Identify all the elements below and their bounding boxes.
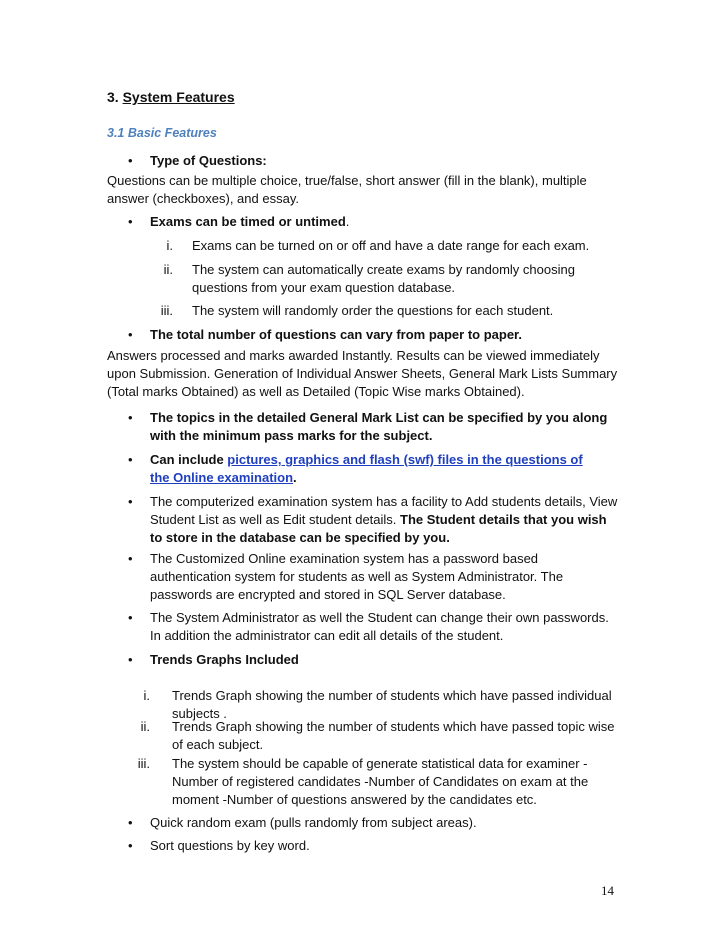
- list-number: i.: [143, 688, 150, 703]
- bullet-icon: •: [128, 610, 133, 625]
- customized-bullet: The Customized Online examination system has a password based authentication system for students as well as System Administrator. The passwords are encrypted and stored in SQL Server database.: [150, 551, 564, 602]
- type-questions-paragraph: Questions can be multiple choice, true/false, short answer (fill in the blank), multiple answer (checkboxes), and essay.: [107, 173, 587, 206]
- trends-bullet: Trends Graphs Included: [150, 652, 299, 667]
- list-item: The system can automatically create exams by randomly choosing questions from your exam question database.: [192, 262, 575, 295]
- computerized-bold-text: The Student details that you wish to store in the database can be specified by you.: [150, 512, 607, 545]
- list-number: ii.: [140, 719, 150, 734]
- bullet-icon: •: [128, 551, 133, 566]
- include-bullet: [150, 451, 590, 487]
- list-item: Quick random exam (pulls randomly from subject areas).: [150, 815, 477, 830]
- bullet-icon: •: [128, 815, 133, 830]
- list-item: Trends Graph showing the number of students which have passed individual subjects .: [172, 688, 612, 721]
- total-number-paragraph: Answers processed and marks awarded Instantly. Results can be viewed immediately upon Submission. Generation of Individual Answer Sheets, General Mark Lists Summary (Total marks Obtained) as well as Detailed (Topic Wise marks Obtained).: [107, 348, 618, 399]
- list-item: Exams can be turned on or off and have a date range for each exam.: [192, 238, 590, 253]
- topics-bullet: The topics in the detailed General Mark List can be specified by you along with the minimum pass marks for the subject.: [150, 410, 608, 443]
- include-suffix: .: [293, 470, 297, 485]
- list-item: The system should be capable of generate statistical data for examiner -Number of registered candidates -Number of Candidates on exam at the moment -Number of questions answered by the candidates etc.: [172, 756, 589, 807]
- exams-timed-label: Exams can be timed or untimed: [150, 214, 346, 229]
- bullet-icon: •: [128, 410, 133, 425]
- list-number: i.: [166, 238, 173, 253]
- bullet-icon: •: [128, 452, 133, 467]
- computerized-text: The computerized examination system has a facility to Add students details, View Student List as well as Edit student details.: [150, 494, 618, 527]
- list-number: iii.: [160, 303, 173, 318]
- section-number: 3.: [107, 89, 119, 105]
- list-number: ii.: [163, 262, 173, 277]
- page-number: 14: [601, 883, 614, 898]
- bullet-icon: •: [128, 153, 133, 168]
- exams-timed-period: .: [345, 214, 350, 229]
- list-number: iii.: [137, 756, 150, 771]
- section-title: System Features: [122, 89, 235, 105]
- total-number-heading: The total number of questions can vary from paper to paper.: [150, 327, 523, 342]
- admin-bullet: The System Administrator as well the Student can change their own passwords. In addition the administrator can edit all details of the student.: [150, 610, 609, 643]
- exams-timed-heading: [150, 213, 620, 231]
- bullet-icon: •: [128, 214, 133, 229]
- section-heading: [107, 88, 235, 106]
- subsection-heading: 3.1 Basic Features: [107, 126, 217, 140]
- bullet-icon: •: [128, 327, 133, 342]
- bullet-icon: •: [128, 494, 133, 509]
- list-item: Sort questions by key word.: [150, 838, 310, 853]
- include-prefix: Can include: [150, 452, 228, 467]
- bullet-icon: •: [128, 838, 133, 853]
- type-questions-heading: Type of Questions:: [150, 153, 267, 168]
- list-item: Trends Graph showing the number of students which have passed topic wise of each subject.: [172, 719, 615, 752]
- computerized-bullet: [150, 493, 620, 547]
- bullet-icon: •: [128, 652, 133, 667]
- online-examination-link[interactable]: pictures, graphics and flash (swf) files in the questions of the Online examination: [150, 452, 583, 485]
- list-item: The system will randomly order the questions for each student.: [192, 303, 554, 318]
